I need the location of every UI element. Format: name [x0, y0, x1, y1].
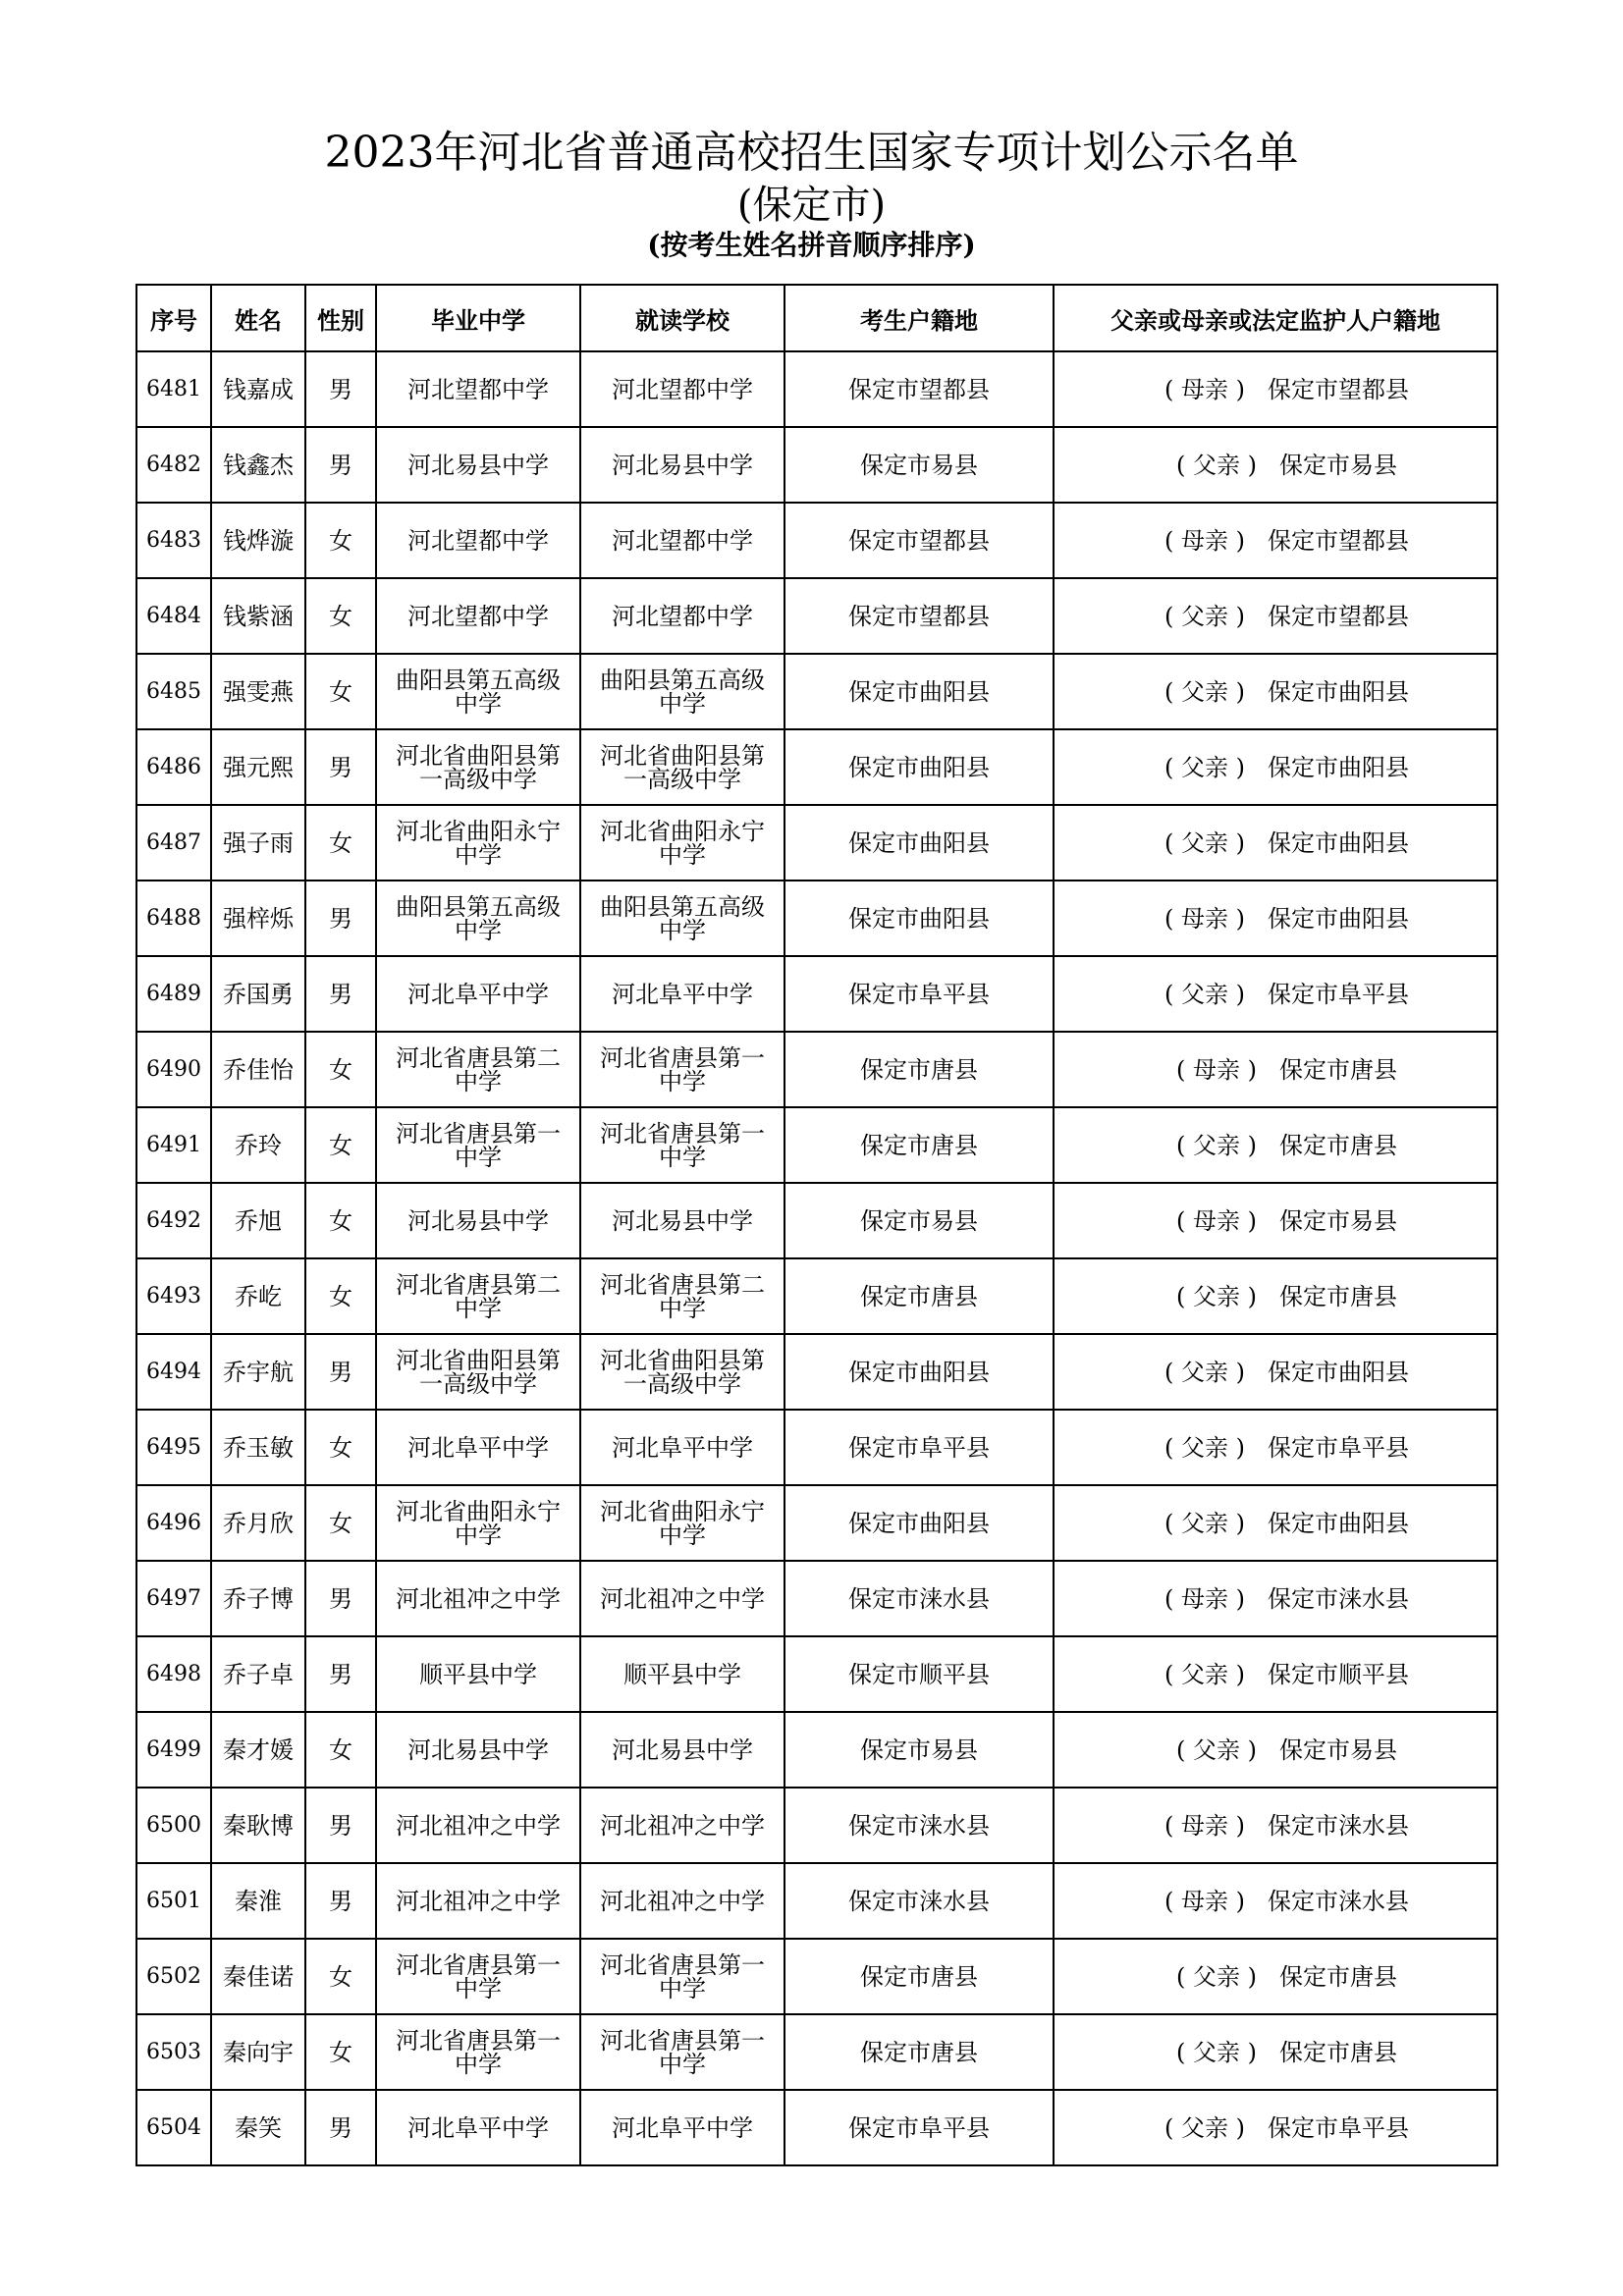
cell-residence: 保定市望都县: [784, 578, 1054, 654]
sort-note: (按考生姓名拼音顺序排序): [647, 229, 976, 261]
cell-seq: 6486: [136, 729, 211, 805]
guardian-relation: ( 父亲 ): [1176, 1735, 1257, 1764]
guardian-relation-text: 父亲: [1181, 1660, 1228, 1688]
cell-residence: 保定市唐县: [784, 1107, 1054, 1183]
cell-current-school: 河北易县中学: [580, 1183, 784, 1258]
cell-residence: 保定市望都县: [784, 503, 1054, 578]
cell-name: 钱紫涵: [211, 578, 305, 654]
cell-seq: 6494: [136, 1334, 211, 1410]
document-title: 2023年河北省普通高校招生国家专项计划公示名单: [324, 128, 1299, 178]
cell-guardian-residence: [1054, 503, 1497, 578]
guardian-relation-text: 父亲: [1181, 1433, 1228, 1462]
cell-gender: 男: [305, 427, 376, 503]
guardian-residence-text: 保定市唐县: [1279, 1055, 1397, 1084]
cell-grad-school: 河北祖冲之中学: [376, 1561, 580, 1636]
cell-grad-school: 河北易县中学: [376, 427, 580, 503]
cell-gender: 男: [305, 351, 376, 427]
guardian-relation-text: 父亲: [1181, 1509, 1228, 1537]
cell-current-school: 曲阳县第五高级中学: [580, 881, 784, 956]
guardian-relation: ( 父亲 ): [1176, 1131, 1257, 1159]
cell-guardian-residence: [1054, 1788, 1497, 1863]
guardian-relation: ( 父亲 ): [1176, 1282, 1257, 1310]
table-row: [136, 351, 1497, 427]
cell-grad-school: 河北阜平中学: [376, 1410, 580, 1485]
guardian-relation: ( 父亲 ): [1176, 2038, 1257, 2066]
cell-current-school: 河北省唐县第一中学: [580, 1032, 784, 1107]
cell-gender: 女: [305, 1107, 376, 1183]
guardian-residence-text: 保定市曲阳县: [1268, 1509, 1409, 1537]
guardian-relation-text: 母亲: [1193, 1055, 1240, 1084]
guardian-relation: ( 父亲 ): [1176, 451, 1257, 479]
cell-name: 钱嘉成: [211, 351, 305, 427]
guardian-residence-text: 保定市望都县: [1268, 526, 1409, 555]
table-row: [136, 427, 1497, 503]
cell-current-school: 河北祖冲之中学: [580, 1561, 784, 1636]
guardian-residence-text: 保定市唐县: [1279, 1131, 1397, 1159]
cell-guardian-residence: [1054, 351, 1497, 427]
cell-seq: 6495: [136, 1410, 211, 1485]
cell-guardian-residence: [1054, 1258, 1497, 1334]
cell-grad-school: 河北阜平中学: [376, 956, 580, 1032]
cell-seq: 6504: [136, 2090, 211, 2165]
guardian-relation-text: 父亲: [1181, 602, 1228, 630]
cell-gender: 男: [305, 1334, 376, 1410]
guardian-relation: ( 父亲 ): [1164, 602, 1245, 630]
table-row: [136, 1939, 1497, 2014]
cell-gender: 男: [305, 1636, 376, 1712]
cell-current-school: 曲阳县第五高级中学: [580, 654, 784, 729]
cell-grad-school: 河北易县中学: [376, 1712, 580, 1788]
cell-name: 钱烨漩: [211, 503, 305, 578]
table-row: [136, 1032, 1497, 1107]
cell-gender: 男: [305, 956, 376, 1032]
cell-gender: 女: [305, 1258, 376, 1334]
guardian-relation: ( 父亲 ): [1176, 1962, 1257, 1991]
guardian-residence-text: 保定市涞水县: [1268, 1887, 1409, 1915]
cell-gender: 女: [305, 1485, 376, 1561]
cell-residence: 保定市易县: [784, 1183, 1054, 1258]
cell-guardian-residence: [1054, 1107, 1497, 1183]
cell-grad-school: 河北省曲阳县第一高级中学: [376, 1334, 580, 1410]
guardian-residence-text: 保定市曲阳县: [1268, 677, 1409, 706]
cell-current-school: 河北易县中学: [580, 1712, 784, 1788]
cell-grad-school: 河北省曲阳永宁中学: [376, 805, 580, 881]
cell-current-school: 河北省唐县第二中学: [580, 1258, 784, 1334]
guardian-relation: ( 父亲 ): [1164, 1660, 1245, 1688]
cell-residence: 保定市阜平县: [784, 1410, 1054, 1485]
guardian-relation-text: 父亲: [1193, 1131, 1240, 1159]
cell-current-school: 河北祖冲之中学: [580, 1863, 784, 1939]
cell-name: 秦佳诺: [211, 1939, 305, 2014]
guardian-relation-text: 父亲: [1181, 677, 1228, 706]
cell-gender: 女: [305, 1183, 376, 1258]
cell-grad-school: 河北省曲阳永宁中学: [376, 1485, 580, 1561]
cell-grad-school: 顺平县中学: [376, 1636, 580, 1712]
cell-residence: 保定市涞水县: [784, 1788, 1054, 1863]
guardian-residence-text: 保定市曲阳县: [1268, 753, 1409, 781]
table-row: [136, 1863, 1497, 1939]
cell-name: 强子雨: [211, 805, 305, 881]
guardian-residence-text: 保定市阜平县: [1268, 1433, 1409, 1462]
cell-current-school: 河北省唐县第一中学: [580, 2014, 784, 2090]
cell-guardian-residence: [1054, 1485, 1497, 1561]
cell-seq: 6484: [136, 578, 211, 654]
guardian-relation-text: 母亲: [1181, 904, 1228, 933]
guardian-relation: ( 父亲 ): [1164, 2113, 1245, 2142]
table-row: [136, 1712, 1497, 1788]
cell-name: 秦笑: [211, 2090, 305, 2165]
guardian-residence-text: 保定市涞水县: [1268, 1811, 1409, 1840]
guardian-relation: ( 母亲 ): [1164, 1584, 1245, 1613]
table-row: [136, 578, 1497, 654]
cell-gender: 男: [305, 729, 376, 805]
guardian-relation-text: 父亲: [1193, 451, 1240, 479]
guardian-relation: ( 母亲 ): [1164, 904, 1245, 933]
cell-guardian-residence: [1054, 1183, 1497, 1258]
cell-seq: 6501: [136, 1863, 211, 1939]
cell-guardian-residence: [1054, 1032, 1497, 1107]
cell-residence: 保定市曲阳县: [784, 1334, 1054, 1410]
guardian-residence-text: 保定市顺平县: [1268, 1660, 1409, 1688]
student-list-table: [135, 284, 1498, 2166]
guardian-relation: ( 母亲 ): [1164, 526, 1245, 555]
guardian-relation: ( 父亲 ): [1164, 1433, 1245, 1462]
cell-name: 强雯燕: [211, 654, 305, 729]
guardian-residence-text: 保定市易县: [1279, 1735, 1397, 1764]
guardian-residence-text: 保定市唐县: [1279, 2038, 1397, 2066]
guardian-relation: ( 父亲 ): [1164, 1358, 1245, 1386]
cell-guardian-residence: [1054, 1410, 1497, 1485]
guardian-relation-text: 母亲: [1181, 1584, 1228, 1613]
guardian-relation-text: 父亲: [1193, 1282, 1240, 1310]
cell-gender: 女: [305, 805, 376, 881]
cell-guardian-residence: [1054, 427, 1497, 503]
cell-guardian-residence: [1054, 729, 1497, 805]
cell-name: 秦耿博: [211, 1788, 305, 1863]
cell-seq: 6493: [136, 1258, 211, 1334]
cell-name: 乔国勇: [211, 956, 305, 1032]
guardian-relation-text: 父亲: [1181, 2113, 1228, 2142]
cell-name: 乔屹: [211, 1258, 305, 1334]
table-row: [136, 805, 1497, 881]
cell-current-school: 河北望都中学: [580, 351, 784, 427]
cell-seq: 6502: [136, 1939, 211, 2014]
guardian-relation-text: 父亲: [1181, 1358, 1228, 1386]
guardian-relation-text: 父亲: [1181, 980, 1228, 1008]
guardian-relation: ( 母亲 ): [1164, 375, 1245, 403]
cell-current-school: 河北阜平中学: [580, 1410, 784, 1485]
cell-name: 乔旭: [211, 1183, 305, 1258]
guardian-relation-text: 母亲: [1181, 1887, 1228, 1915]
cell-gender: 男: [305, 2090, 376, 2165]
cell-residence: 保定市阜平县: [784, 2090, 1054, 2165]
cell-seq: 6496: [136, 1485, 211, 1561]
guardian-relation: ( 父亲 ): [1164, 980, 1245, 1008]
header-current-school: 就读学校: [580, 285, 784, 351]
guardian-relation-text: 母亲: [1193, 1206, 1240, 1235]
cell-gender: 女: [305, 1939, 376, 2014]
cell-residence: 保定市曲阳县: [784, 729, 1054, 805]
table-row: [136, 1788, 1497, 1863]
cell-seq: 6489: [136, 956, 211, 1032]
guardian-residence-text: 保定市曲阳县: [1268, 828, 1409, 857]
cell-name: 秦淮: [211, 1863, 305, 1939]
cell-gender: 女: [305, 654, 376, 729]
cell-grad-school: 河北望都中学: [376, 578, 580, 654]
table-header-row: [136, 285, 1497, 351]
table-row: [136, 1410, 1497, 1485]
cell-residence: 保定市望都县: [784, 351, 1054, 427]
guardian-residence-text: 保定市唐县: [1279, 1962, 1397, 1991]
cell-name: 钱鑫杰: [211, 427, 305, 503]
cell-grad-school: 河北易县中学: [376, 1183, 580, 1258]
guardian-relation-text: 父亲: [1193, 2038, 1240, 2066]
table-row: [136, 2014, 1497, 2090]
cell-name: 乔子卓: [211, 1636, 305, 1712]
cell-guardian-residence: [1054, 1636, 1497, 1712]
guardian-relation-text: 父亲: [1193, 1735, 1240, 1764]
cell-seq: 6490: [136, 1032, 211, 1107]
cell-current-school: 顺平县中学: [580, 1636, 784, 1712]
cell-current-school: 河北望都中学: [580, 578, 784, 654]
cell-residence: 保定市曲阳县: [784, 654, 1054, 729]
table-row: [136, 729, 1497, 805]
guardian-residence-text: 保定市易县: [1279, 1206, 1397, 1235]
guardian-residence-text: 保定市涞水县: [1268, 1584, 1409, 1613]
cell-guardian-residence: [1054, 805, 1497, 881]
cell-current-school: 河北省曲阳永宁中学: [580, 1485, 784, 1561]
cell-gender: 女: [305, 1712, 376, 1788]
table-row: [136, 1107, 1497, 1183]
cell-residence: 保定市曲阳县: [784, 1485, 1054, 1561]
guardian-residence-text: 保定市阜平县: [1268, 980, 1409, 1008]
guardian-relation: ( 母亲 ): [1164, 1887, 1245, 1915]
cell-name: 乔玉敏: [211, 1410, 305, 1485]
cell-name: 秦向宇: [211, 2014, 305, 2090]
guardian-residence-text: 保定市阜平县: [1268, 2113, 1409, 2142]
guardian-relation-text: 母亲: [1181, 1811, 1228, 1840]
cell-seq: 6485: [136, 654, 211, 729]
table-row: [136, 1258, 1497, 1334]
cell-seq: 6503: [136, 2014, 211, 2090]
table-row: [136, 881, 1497, 956]
cell-guardian-residence: [1054, 881, 1497, 956]
cell-grad-school: 河北省唐县第一中学: [376, 2014, 580, 2090]
cell-seq: 6499: [136, 1712, 211, 1788]
table-row: [136, 1334, 1497, 1410]
table-row: [136, 1485, 1497, 1561]
table-row: [136, 654, 1497, 729]
guardian-residence-text: 保定市唐县: [1279, 1282, 1397, 1310]
cell-current-school: 河北阜平中学: [580, 956, 784, 1032]
cell-name: 乔子博: [211, 1561, 305, 1636]
guardian-relation: ( 母亲 ): [1176, 1206, 1257, 1235]
cell-seq: 6497: [136, 1561, 211, 1636]
cell-grad-school: 河北阜平中学: [376, 2090, 580, 2165]
cell-current-school: 河北省唐县第一中学: [580, 1939, 784, 2014]
header-guardian-residence: 父亲或母亲或法定监护人户籍地: [1054, 285, 1497, 351]
cell-grad-school: 河北祖冲之中学: [376, 1788, 580, 1863]
guardian-relation-text: 父亲: [1193, 1962, 1240, 1991]
cell-gender: 女: [305, 1032, 376, 1107]
cell-grad-school: 河北望都中学: [376, 351, 580, 427]
cell-residence: 保定市唐县: [784, 1032, 1054, 1107]
cell-current-school: 河北省曲阳县第一高级中学: [580, 1334, 784, 1410]
cell-gender: 女: [305, 2014, 376, 2090]
cell-guardian-residence: [1054, 1939, 1497, 2014]
cell-seq: 6500: [136, 1788, 211, 1863]
cell-guardian-residence: [1054, 956, 1497, 1032]
guardian-relation: ( 母亲 ): [1164, 1811, 1245, 1840]
cell-current-school: 河北祖冲之中学: [580, 1788, 784, 1863]
cell-gender: 女: [305, 1410, 376, 1485]
cell-grad-school: 河北省唐县第一中学: [376, 1107, 580, 1183]
guardian-relation-text: 母亲: [1181, 526, 1228, 555]
table-row: [136, 503, 1497, 578]
cell-guardian-residence: [1054, 2090, 1497, 2165]
cell-guardian-residence: [1054, 1561, 1497, 1636]
guardian-relation-text: 父亲: [1181, 828, 1228, 857]
cell-current-school: 河北省曲阳永宁中学: [580, 805, 784, 881]
cell-name: 强梓烁: [211, 881, 305, 956]
guardian-relation: ( 父亲 ): [1164, 1509, 1245, 1537]
cell-seq: 6483: [136, 503, 211, 578]
table-row: [136, 956, 1497, 1032]
cell-guardian-residence: [1054, 1712, 1497, 1788]
cell-seq: 6487: [136, 805, 211, 881]
cell-gender: 男: [305, 1561, 376, 1636]
header-grad-school: 毕业中学: [376, 285, 580, 351]
guardian-relation: ( 父亲 ): [1164, 677, 1245, 706]
guardian-relation: ( 母亲 ): [1176, 1055, 1257, 1084]
guardian-residence-text: 保定市曲阳县: [1268, 904, 1409, 933]
cell-residence: 保定市唐县: [784, 2014, 1054, 2090]
cell-guardian-residence: [1054, 1863, 1497, 1939]
document-subtitle: (保定市): [736, 183, 887, 228]
cell-residence: 保定市曲阳县: [784, 805, 1054, 881]
header-name: 姓名: [211, 285, 305, 351]
cell-name: 乔佳怡: [211, 1032, 305, 1107]
table-row: [136, 1636, 1497, 1712]
cell-seq: 6482: [136, 427, 211, 503]
cell-current-school: 河北易县中学: [580, 427, 784, 503]
cell-name: 乔玲: [211, 1107, 305, 1183]
cell-grad-school: 河北望都中学: [376, 503, 580, 578]
guardian-residence-text: 保定市望都县: [1268, 375, 1409, 403]
guardian-residence-text: 保定市望都县: [1268, 602, 1409, 630]
header-seq: 序号: [136, 285, 211, 351]
cell-residence: 保定市易县: [784, 1712, 1054, 1788]
cell-name: 强元熙: [211, 729, 305, 805]
cell-residence: 保定市涞水县: [784, 1863, 1054, 1939]
cell-residence: 保定市阜平县: [784, 956, 1054, 1032]
cell-grad-school: 河北省曲阳县第一高级中学: [376, 729, 580, 805]
cell-current-school: 河北望都中学: [580, 503, 784, 578]
cell-guardian-residence: [1054, 2014, 1497, 2090]
table-row: [136, 2090, 1497, 2165]
cell-guardian-residence: [1054, 578, 1497, 654]
cell-gender: 女: [305, 578, 376, 654]
table-row: [136, 1561, 1497, 1636]
cell-residence: 保定市顺平县: [784, 1636, 1054, 1712]
header-residence: 考生户籍地: [784, 285, 1054, 351]
cell-current-school: 河北阜平中学: [580, 2090, 784, 2165]
cell-gender: 女: [305, 503, 376, 578]
guardian-relation-text: 母亲: [1181, 375, 1228, 403]
guardian-relation: ( 父亲 ): [1164, 828, 1245, 857]
cell-seq: 6488: [136, 881, 211, 956]
cell-grad-school: 河北省唐县第一中学: [376, 1939, 580, 2014]
cell-residence: 保定市唐县: [784, 1258, 1054, 1334]
cell-residence: 保定市唐县: [784, 1939, 1054, 2014]
cell-seq: 6498: [136, 1636, 211, 1712]
cell-grad-school: 曲阳县第五高级中学: [376, 654, 580, 729]
cell-seq: 6481: [136, 351, 211, 427]
guardian-relation-text: 父亲: [1181, 753, 1228, 781]
guardian-residence-text: 保定市曲阳县: [1268, 1358, 1409, 1386]
cell-residence: 保定市易县: [784, 427, 1054, 503]
cell-name: 乔月欣: [211, 1485, 305, 1561]
cell-name: 乔宇航: [211, 1334, 305, 1410]
cell-residence: 保定市涞水县: [784, 1561, 1054, 1636]
cell-residence: 保定市曲阳县: [784, 881, 1054, 956]
cell-grad-school: 河北祖冲之中学: [376, 1863, 580, 1939]
cell-seq: 6492: [136, 1183, 211, 1258]
cell-current-school: 河北省唐县第一中学: [580, 1107, 784, 1183]
guardian-residence-text: 保定市易县: [1279, 451, 1397, 479]
cell-guardian-residence: [1054, 654, 1497, 729]
cell-seq: 6491: [136, 1107, 211, 1183]
cell-current-school: 河北省曲阳县第一高级中学: [580, 729, 784, 805]
cell-gender: 男: [305, 1863, 376, 1939]
cell-name: 秦才媛: [211, 1712, 305, 1788]
cell-grad-school: 曲阳县第五高级中学: [376, 881, 580, 956]
cell-gender: 男: [305, 1788, 376, 1863]
cell-gender: 男: [305, 881, 376, 956]
header-gender: 性别: [305, 285, 376, 351]
cell-guardian-residence: [1054, 1334, 1497, 1410]
table-row: [136, 1183, 1497, 1258]
cell-grad-school: 河北省唐县第二中学: [376, 1258, 580, 1334]
cell-grad-school: 河北省唐县第二中学: [376, 1032, 580, 1107]
guardian-relation: ( 父亲 ): [1164, 753, 1245, 781]
